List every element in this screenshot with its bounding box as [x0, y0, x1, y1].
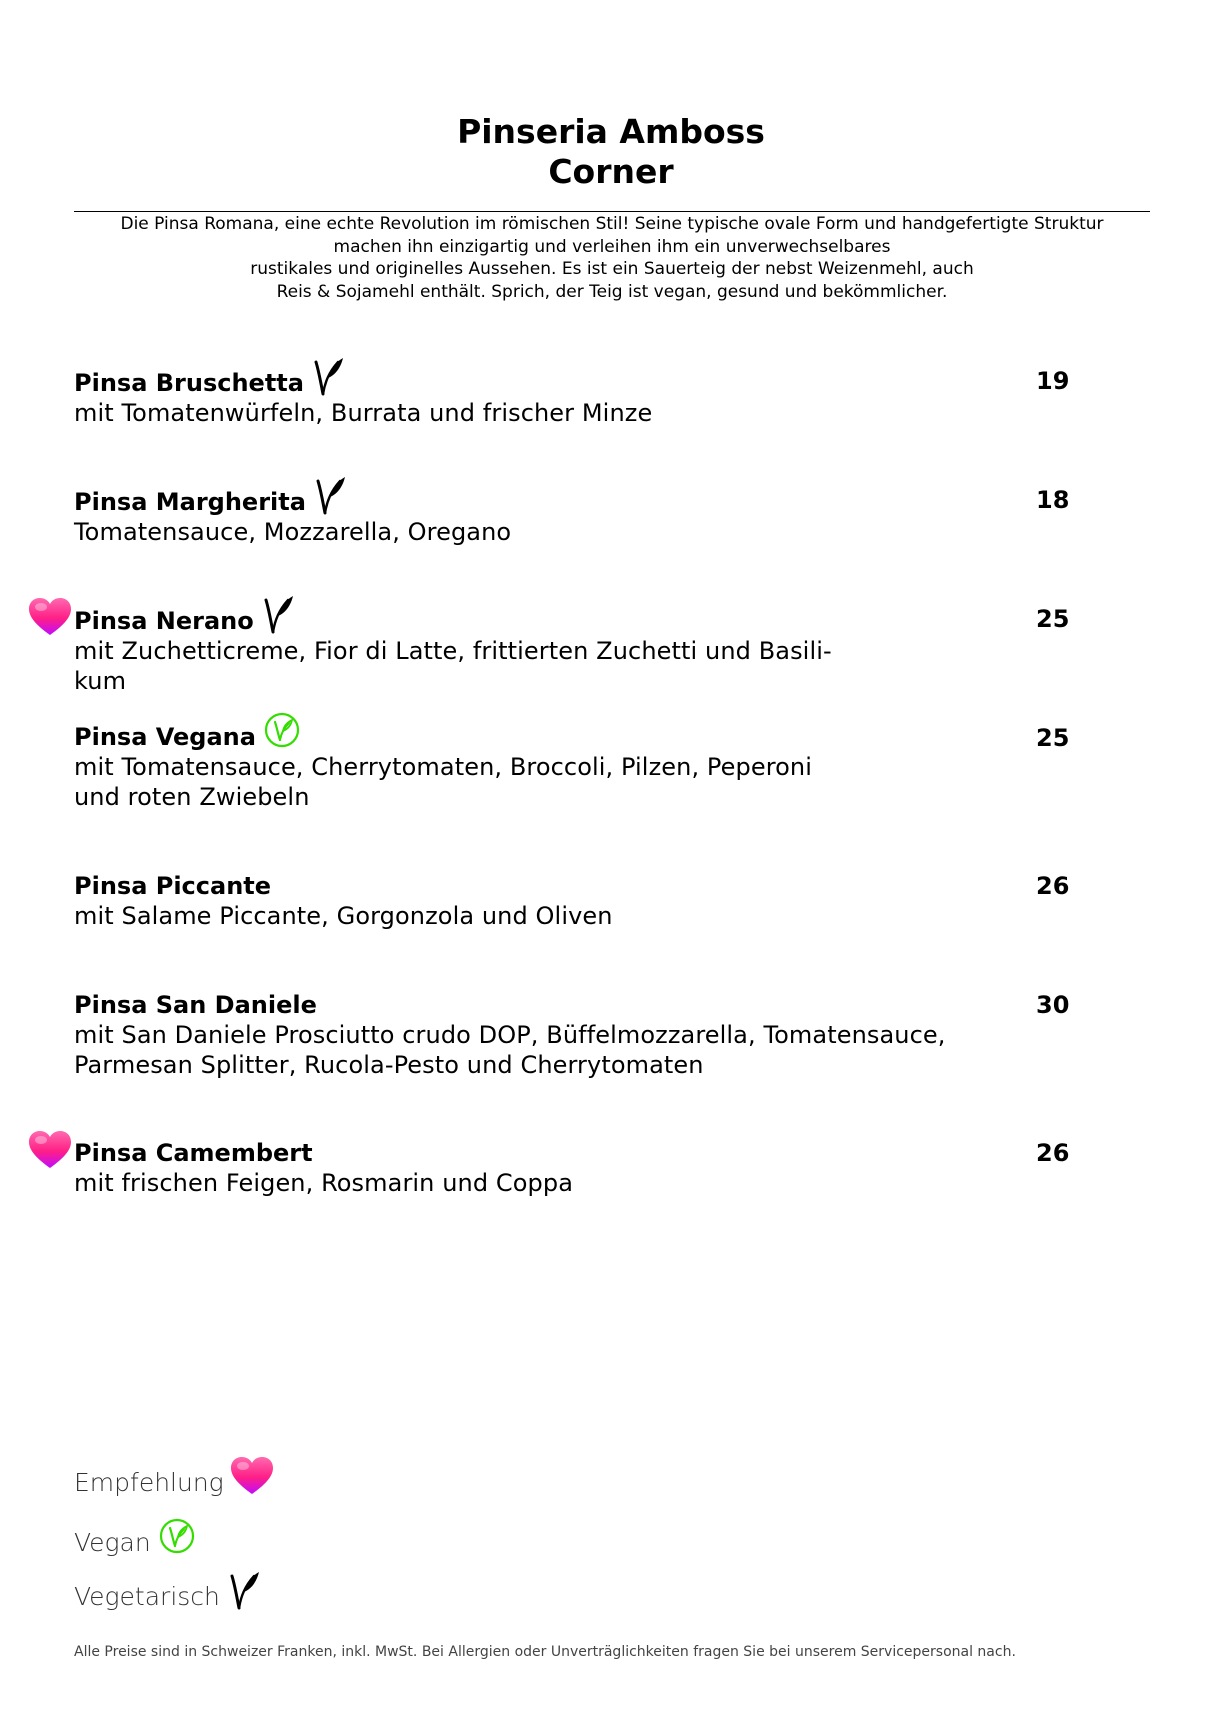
- item-name: Pinsa San Daniele: [74, 991, 317, 1019]
- page-title: [0, 112, 1222, 192]
- item-name: Pinsa Bruschetta: [74, 369, 304, 397]
- item-name-row: [74, 356, 1074, 398]
- item-price: 19: [1036, 367, 1070, 395]
- menu-item-nerano: [74, 594, 1074, 696]
- item-price: 26: [1036, 872, 1070, 900]
- item-description: [74, 398, 1074, 428]
- item-description: [74, 1020, 1074, 1080]
- item-description: [74, 1168, 1074, 1198]
- item-name-row: [74, 475, 1074, 517]
- vegan-circle-icon: [264, 712, 300, 748]
- item-name: Pinsa Margherita: [74, 488, 306, 516]
- item-description: [74, 752, 1074, 812]
- legend-label: Vegetarisch: [74, 1582, 220, 1611]
- item-price: 25: [1036, 605, 1070, 633]
- vegetarian-leaf-icon: [224, 1570, 262, 1610]
- heart-icon: [230, 1456, 274, 1496]
- item-price: 30: [1036, 991, 1070, 1019]
- title-divider: [74, 211, 1150, 212]
- legend-label: Empfehlung: [74, 1468, 224, 1497]
- vegetarian-leaf-icon: [308, 356, 346, 396]
- item-price: 26: [1036, 1139, 1070, 1167]
- intro-line: Reis & Sojamehl enthält. Sprich, der Teig ist vegan, gesund und bekömmlicher.: [276, 281, 948, 302]
- item-name: Pinsa Vegana: [74, 723, 256, 751]
- legend-vegan: [74, 1518, 195, 1558]
- item-description-line: Tomatensauce, Mozzarella, Oregano: [74, 518, 512, 546]
- item-description-line: mit San Daniele Prosciutto crudo DOP, Büffelmozzarella, Tomatensauce,: [74, 1021, 946, 1049]
- legend-recommended: [74, 1456, 274, 1498]
- title-line-1: Pinseria Amboss: [457, 112, 765, 151]
- item-description-line: kum: [74, 667, 127, 695]
- vegetarian-leaf-icon: [310, 475, 348, 515]
- legend-vegetarian: [74, 1570, 262, 1612]
- item-name: Pinsa Nerano: [74, 607, 254, 635]
- item-description-line: Parmesan Splitter, Rucola-Pesto und Cherrytomaten: [74, 1051, 704, 1079]
- item-description-line: mit Zuchetticreme, Fior di Latte, frittierten Zuchetti und Basili-: [74, 637, 832, 665]
- legend-label: Vegan: [74, 1528, 151, 1557]
- item-description-line: mit frischen Feigen, Rosmarin und Coppa: [74, 1169, 574, 1197]
- item-name-row: [74, 990, 1074, 1020]
- item-description-line: mit Salame Piccante, Gorgonzola und Oliven: [74, 902, 613, 930]
- item-name-row: [74, 712, 1074, 752]
- item-description-line: mit Tomatenwürfeln, Burrata und frischer Minze: [74, 399, 653, 427]
- item-name: Pinsa Piccante: [74, 872, 272, 900]
- intro-line: rustikales und originelles Aussehen. Es ist ein Sauerteig der nebst Weizenmehl, auch: [250, 259, 974, 279]
- recommended-heart-icon: [28, 1130, 72, 1170]
- item-name: Pinsa Camembert: [74, 1139, 313, 1167]
- vegan-circle-icon: [159, 1518, 195, 1554]
- menu-item-vegana: [74, 712, 1074, 812]
- intro-line: machen ihn einzigartig und verleihen ihm ein unverwechselbares: [333, 236, 891, 257]
- item-description-line: und roten Zwiebeln: [74, 783, 310, 811]
- item-price: 18: [1036, 486, 1070, 514]
- item-name-row: [74, 871, 1074, 901]
- price-footnote: Alle Preise sind in Schweizer Franken, inkl. MwSt. Bei Allergien oder Unverträglichkeiten fragen Sie bei unserem Servicepersonal nach.: [74, 1644, 1016, 1660]
- recommended-heart-icon: [28, 597, 72, 637]
- item-price: 25: [1036, 724, 1070, 752]
- menu-item-san-daniele: [74, 990, 1074, 1080]
- intro-text: [74, 213, 1150, 303]
- intro-line: Die Pinsa Romana, eine echte Revolution im römischen Stil! Seine typische ovale Form und handgefertigte Struktur: [120, 214, 1104, 234]
- menu-item-camembert: [74, 1138, 1074, 1198]
- vegetarian-leaf-icon: [258, 594, 296, 634]
- menu-item-margherita: [74, 475, 1074, 547]
- item-description: [74, 901, 1074, 931]
- item-description: [74, 517, 1074, 547]
- title-line-2: Corner: [548, 152, 674, 191]
- item-description-line: mit Tomatensauce, Cherrytomaten, Broccoli, Pilzen, Peperoni: [74, 753, 812, 781]
- menu-item-piccante: [74, 871, 1074, 931]
- menu-item-bruschetta: [74, 356, 1074, 428]
- item-name-row: [74, 1138, 1074, 1168]
- item-name-row: [74, 594, 1074, 636]
- item-description: [74, 636, 1074, 696]
